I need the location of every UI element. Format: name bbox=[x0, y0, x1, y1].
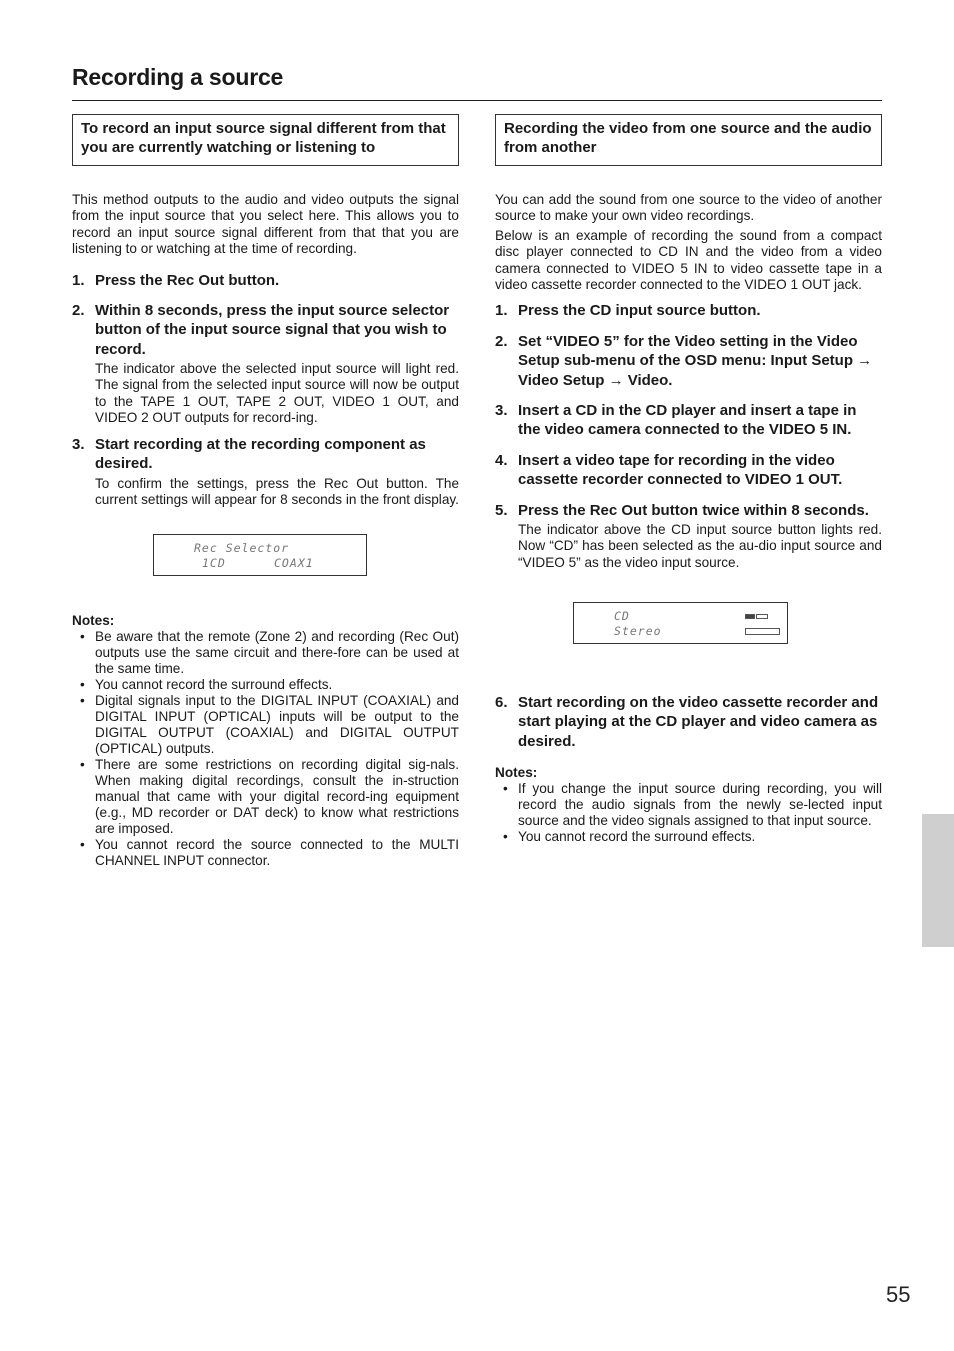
left-step-3-desc: To confirm the settings, press the Rec Out button. The current settings will appear for 8 seconds in the front display. bbox=[95, 475, 459, 508]
right-step-1 bbox=[495, 301, 882, 320]
note-item: • Digital signals input to the DIGITAL INPUT (COAXIAL) and DIGITAL INPUT (OPTICAL) inputs will be output to the DIGITAL OUTPUT (COAXIAL) and DIGITAL OUTPUT (OPTICAL) outputs. bbox=[72, 693, 459, 757]
step-text: Insert a video tape for recording in the video cassette recorder connected to VIDEO 1 OUT. bbox=[518, 451, 843, 489]
left-step-2-desc: The indicator above the selected input source will light red. The signal from the selected input source will now be output to the TAPE 1 OUT, TAPE 2 OUT, VIDEO 1 OUT, and VIDEO 2 OUT outputs for record-ing. bbox=[95, 361, 459, 425]
left-section-heading: To record an input source signal different from that you are currently watching or listening to bbox=[72, 114, 459, 166]
note-item: • You cannot record the source connected to the MULTI CHANNEL INPUT connector. bbox=[72, 837, 459, 869]
step-text: Within 8 seconds, press the input source selector button of the input source signal that you wish to record. bbox=[95, 302, 450, 358]
right-column bbox=[495, 114, 882, 845]
left-notes-title: Notes: bbox=[72, 613, 115, 629]
level-indicator-icon bbox=[756, 614, 768, 619]
left-notes-list bbox=[72, 629, 459, 869]
step-number: 2. bbox=[495, 332, 508, 350]
step-number: 1. bbox=[495, 302, 508, 320]
display-line-1: Rec Selector bbox=[194, 541, 290, 556]
step-number: 4. bbox=[495, 451, 508, 469]
right-notes-list bbox=[495, 781, 882, 845]
step-number: 6. bbox=[495, 693, 508, 711]
right-step-5-desc: The indicator above the CD input source button lights red. Now “CD” has been selected as the au-dio input source and “VIDEO 5” as the video input source. bbox=[518, 522, 882, 570]
note-item: • You cannot record the surround effects. bbox=[72, 677, 459, 693]
left-column bbox=[72, 114, 459, 869]
note-item: • If you change the input source during recording, you will record the audio signals from the newly se-lected input source and the video signals assigned to that input source. bbox=[495, 781, 882, 829]
page-title: Recording a source bbox=[72, 64, 284, 90]
note-item: • There are some restrictions on recording digital sig-nals. When making digital recordings, consult the in-struction manual that came with your digital record-ing equipment (e.g., MD recorder or DAT deck) to know what restrictions are imposed. bbox=[72, 757, 459, 837]
step-text: Set “VIDEO 5” for the Video setting in the Video Setup sub-menu of the OSD menu: Input Setup → Video Setup → Video. bbox=[518, 332, 873, 389]
right-notes-title: Notes: bbox=[495, 764, 538, 780]
title-rule bbox=[72, 100, 882, 101]
display-line-2-input: COAX1 bbox=[274, 556, 314, 571]
step-text: Insert a CD in the CD player and insert a tape in the video camera connected to the VIDEO 5 IN. bbox=[518, 402, 857, 439]
display-line-1: CD bbox=[614, 608, 630, 623]
right-step-6 bbox=[495, 693, 882, 751]
right-section-heading: Recording the video from one source and the audio from another bbox=[495, 114, 882, 166]
right-step-4 bbox=[495, 451, 882, 490]
left-step-3 bbox=[72, 435, 459, 474]
step-number: 1. bbox=[72, 271, 85, 289]
note-item: • Be aware that the remote (Zone 2) and recording (Rec Out) outputs use the same circuit and there-fore can be used at the same time. bbox=[72, 629, 459, 677]
left-intro: This method outputs to the audio and video outputs the signal from the input source that you select here. This allows you to record an input source signal different from that that you are listening to or watching at the time of recording. bbox=[72, 192, 459, 257]
step-text: Press the CD input source button. bbox=[518, 302, 761, 320]
step-number: 5. bbox=[495, 501, 508, 519]
chapter-tab bbox=[922, 814, 954, 947]
left-step-1 bbox=[72, 271, 459, 290]
step-number: 3. bbox=[495, 402, 508, 420]
right-intro-2: Below is an example of recording the sound from a compact disc player connected to CD IN and the video from a video camera connected to VIDEO 5 IN to video cassette tape in a video cassette recorder connected to the VIDEO 1 OUT jack. bbox=[495, 227, 882, 293]
level-indicator-icon bbox=[745, 614, 755, 619]
right-step-2 bbox=[495, 332, 882, 390]
right-intro-1: You can add the sound from one source to the video of another source to make your own video recordings. bbox=[495, 192, 882, 224]
right-step-3 bbox=[495, 401, 882, 440]
rec-selector-display bbox=[153, 534, 367, 576]
step-number: 2. bbox=[72, 302, 85, 320]
display-line-2: Stereo bbox=[614, 623, 662, 638]
right-step-5 bbox=[495, 501, 882, 520]
step-text: Start recording on the video cassette recorder and start playing at the CD player and video camera as desired. bbox=[518, 693, 879, 750]
left-step-2 bbox=[72, 301, 459, 359]
page-number: 55 bbox=[886, 1282, 911, 1307]
step-text: Start recording at the recording component as desired. bbox=[95, 436, 426, 473]
display-line-2-source: 1CD bbox=[202, 556, 226, 571]
step-text: Press the Rec Out button. bbox=[95, 271, 280, 289]
step-number: 3. bbox=[72, 436, 85, 454]
step-text: Press the Rec Out button twice within 8 seconds. bbox=[518, 501, 869, 519]
note-item: • You cannot record the surround effects. bbox=[495, 829, 882, 845]
cd-stereo-display bbox=[573, 602, 788, 644]
meter-bar-icon bbox=[745, 628, 780, 635]
